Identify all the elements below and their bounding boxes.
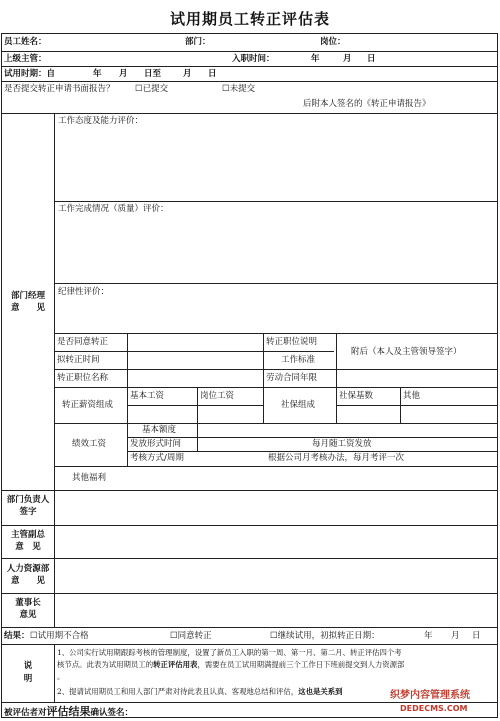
prob-to: 日至 xyxy=(144,69,162,79)
social-base-label: 社保基数 xyxy=(339,391,374,401)
rule xyxy=(54,283,498,284)
rule xyxy=(54,423,498,424)
position-desc-label: 转正职位说明 xyxy=(266,337,318,347)
perf-base-label: 基本额度 xyxy=(142,425,177,435)
work-standard-label: 工作标准 xyxy=(281,355,316,365)
hire-day: 日 xyxy=(367,54,376,64)
watermark-subtext: DEDECMS.COM xyxy=(400,704,468,713)
note-1-line-1: 1、公司实行试用期跟踪考核的管理制度，设置了新员工入职的第一周、第一月、第二月、转正评估四个考 xyxy=(57,648,402,657)
note-1-line-2 xyxy=(57,659,404,670)
salary-label: 转正薪资组成 xyxy=(62,400,114,410)
pay-form-value: 每月随工资发放 xyxy=(312,439,372,449)
rule xyxy=(127,333,128,466)
footer-big: 评估结果 xyxy=(46,705,91,718)
welfare-label: 其他福利 xyxy=(72,473,107,483)
opinion-dept-head: 部门负责人 xyxy=(6,495,50,505)
rule xyxy=(54,201,498,202)
manager-label-2: 意 见 xyxy=(10,303,45,313)
discipline-label: 纪律性评价： xyxy=(58,287,110,297)
contract-label: 劳动合同年限 xyxy=(266,373,318,383)
result-extend-checkbox[interactable]: ☐继续试用，初拟转正日期： xyxy=(270,631,380,641)
note-2 xyxy=(57,686,343,697)
sign-note: 附后（本人及主管领导签字） xyxy=(351,347,462,357)
opinion-hr: 人力资源部 xyxy=(6,564,50,574)
rule xyxy=(54,113,55,627)
notes-label-2: 明 xyxy=(23,674,33,684)
rule xyxy=(1,490,498,491)
quality-label: 工作完成情况（质量）评价： xyxy=(58,204,169,214)
note-2-bold: 这也是关系到 xyxy=(298,687,343,696)
rule xyxy=(54,351,334,352)
rule xyxy=(127,437,498,438)
attach-note: 后附本人签名的《转正申请报告》 xyxy=(303,99,431,109)
pay-form-label: 发放形式时间 xyxy=(130,439,182,449)
rule xyxy=(1,51,498,52)
rule xyxy=(54,333,498,334)
rule xyxy=(54,466,498,467)
rule xyxy=(497,33,498,718)
note-1-bold: 转正评估用表 xyxy=(153,660,198,669)
manager-label: 部门经理 xyxy=(10,291,45,301)
assess-label: 考核方式/周期 xyxy=(130,453,184,463)
transfer-date-label: 拟转正时间 xyxy=(57,355,100,365)
hire-year: 年 xyxy=(311,54,320,64)
not-submitted-checkbox[interactable]: ☐未提交 xyxy=(222,84,256,94)
agree-label: 是否同意转正 xyxy=(57,337,109,347)
note-2-text: 2、提请试用期员工和用人部门严肃对待此表且认真、客观地总结和评估， xyxy=(57,687,299,696)
rule xyxy=(1,113,498,114)
rule xyxy=(1,525,498,526)
assess-value: 根据公司月考核办法，每月考评一次 xyxy=(268,453,405,463)
rule xyxy=(263,333,264,423)
prob-day-2: 日 xyxy=(208,69,217,79)
position-label: 岗位： xyxy=(320,37,346,47)
rule xyxy=(336,333,337,423)
watermark-text: 织梦内容管理系统 xyxy=(390,690,470,701)
rule xyxy=(197,387,198,451)
hire-month: 月 xyxy=(343,54,352,64)
department-label: 部门： xyxy=(185,37,211,47)
notes-label: 说 xyxy=(23,661,33,671)
footer-signature xyxy=(4,706,133,719)
result-day: 日 xyxy=(472,631,481,641)
opinion-vp-2: 意 见 xyxy=(15,542,41,552)
opinion-hr-2: 意 见 xyxy=(10,576,45,586)
position-title-label: 转正职位名称 xyxy=(57,373,109,383)
rule xyxy=(54,369,498,370)
social-label: 社保组成 xyxy=(281,400,316,410)
supervisor-label: 上级主管： xyxy=(4,54,47,64)
base-salary-label: 基本工资 xyxy=(130,391,165,401)
note-1-text-2: ，需要在员工试用期满提前三个工作日下班前提交到人力资源部 xyxy=(197,660,405,669)
opinion-dept-head-2: 签字 xyxy=(19,507,37,517)
footer-post: 确认签名： xyxy=(90,708,134,718)
employee-name-label: 员工姓名： xyxy=(4,37,47,47)
perf-label: 绩效工资 xyxy=(72,439,107,449)
note-1-text: 核节点。此表为试用期员工的 xyxy=(57,660,154,669)
footer-pre: 被评估者对 xyxy=(4,708,47,718)
result-month: 月 xyxy=(451,631,460,641)
rule xyxy=(1,644,498,645)
opinion-chairman-2: 意见 xyxy=(19,610,37,620)
rule xyxy=(1,627,498,628)
note-1-line-3: 。 xyxy=(57,672,65,681)
rule xyxy=(127,405,263,406)
form-title: 试用期员工转正评估表 xyxy=(169,10,330,28)
hire-date-label: 入职时间： xyxy=(232,54,275,64)
rule xyxy=(336,405,498,406)
result-pass-checkbox[interactable]: ☐同意转正 xyxy=(170,631,212,641)
result-year: 年 xyxy=(424,631,433,641)
rule xyxy=(1,33,498,34)
rule xyxy=(54,644,55,702)
other-label: 其他 xyxy=(403,391,421,401)
result-fail-checkbox[interactable]: ☐试用期不合格 xyxy=(30,631,89,641)
rule xyxy=(1,66,498,67)
rule xyxy=(127,451,498,452)
rule xyxy=(1,81,498,82)
prob-year: 年 xyxy=(93,69,102,79)
report-question: 是否提交转正申请书面报告？ xyxy=(4,84,115,94)
rule xyxy=(54,387,498,388)
rule xyxy=(1,593,498,594)
prob-month: 月 xyxy=(119,69,128,79)
opinion-vp: 主管副总 xyxy=(10,530,45,540)
rule xyxy=(1,558,498,559)
probation-label: 试用时期：自 xyxy=(4,69,56,79)
rule xyxy=(400,387,401,423)
result-label: 结果： xyxy=(4,631,30,641)
submitted-checkbox[interactable]: ☐已提交 xyxy=(135,84,169,94)
prob-month-2: 月 xyxy=(183,69,192,79)
attitude-label: 工作态度及能力评价： xyxy=(58,116,144,126)
opinion-chairman: 董事长 xyxy=(15,598,41,608)
post-salary-label: 岗位工资 xyxy=(200,391,235,401)
